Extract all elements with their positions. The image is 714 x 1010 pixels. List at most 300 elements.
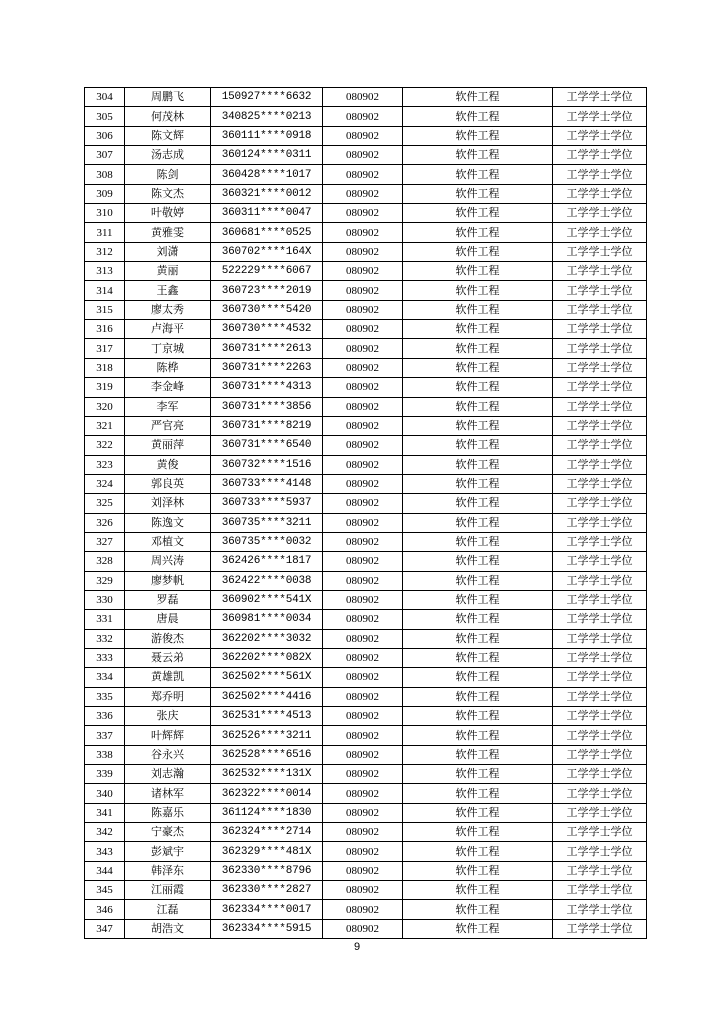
degree-cell: 工学学士学位 (553, 436, 647, 455)
id-number-cell: 362322****0014 (211, 784, 323, 803)
table-row (85, 707, 647, 726)
id-number-cell: 360731****4313 (211, 378, 323, 397)
row-number-cell: 325 (85, 494, 125, 513)
name-cell: 张庆 (125, 707, 211, 726)
major-code-cell: 080902 (323, 378, 403, 397)
name-cell: 唐晨 (125, 610, 211, 629)
major-name-cell: 软件工程 (403, 378, 553, 397)
name-cell: 陈桦 (125, 358, 211, 377)
major-name-cell: 软件工程 (403, 687, 553, 706)
id-number-cell: 360735****0032 (211, 532, 323, 551)
row-number-cell: 318 (85, 358, 125, 377)
major-name-cell: 软件工程 (403, 823, 553, 842)
major-code-cell: 080902 (323, 339, 403, 358)
degree-cell: 工学学士学位 (553, 88, 647, 107)
degree-cell: 工学学士学位 (553, 726, 647, 745)
major-name-cell: 软件工程 (403, 803, 553, 822)
major-code-cell: 080902 (323, 88, 403, 107)
id-number-cell: 360321****0012 (211, 184, 323, 203)
id-number-cell: 360731****6540 (211, 436, 323, 455)
major-code-cell: 080902 (323, 765, 403, 784)
degree-cell: 工学学士学位 (553, 126, 647, 145)
name-cell: 陈剑 (125, 165, 211, 184)
table-row (85, 687, 647, 706)
major-code-cell: 080902 (323, 571, 403, 590)
id-number-cell: 362334****5915 (211, 919, 323, 938)
row-number-cell: 344 (85, 861, 125, 880)
table-row (85, 590, 647, 609)
degree-cell: 工学学士学位 (553, 532, 647, 551)
major-code-cell: 080902 (323, 184, 403, 203)
id-number-cell: 360731****8219 (211, 416, 323, 435)
name-cell: 黄丽萍 (125, 436, 211, 455)
major-code-cell: 080902 (323, 823, 403, 842)
major-code-cell: 080902 (323, 126, 403, 145)
degree-cell: 工学学士学位 (553, 745, 647, 764)
name-cell: 何茂林 (125, 107, 211, 126)
degree-cell: 工学学士学位 (553, 823, 647, 842)
table-row (85, 552, 647, 571)
major-name-cell: 软件工程 (403, 532, 553, 551)
degree-cell: 工学学士学位 (553, 919, 647, 938)
id-number-cell: 362502****4416 (211, 687, 323, 706)
major-code-cell: 080902 (323, 803, 403, 822)
name-cell: 叶敬婷 (125, 204, 211, 223)
major-code-cell: 080902 (323, 397, 403, 416)
degree-cell: 工学学士学位 (553, 668, 647, 687)
id-number-cell: 362502****561X (211, 668, 323, 687)
row-number-cell: 329 (85, 571, 125, 590)
name-cell: 江磊 (125, 900, 211, 919)
row-number-cell: 346 (85, 900, 125, 919)
major-name-cell: 软件工程 (403, 648, 553, 667)
major-name-cell: 软件工程 (403, 300, 553, 319)
id-number-cell: 360733****5937 (211, 494, 323, 513)
degree-cell: 工学学士学位 (553, 358, 647, 377)
degree-list-table (84, 87, 647, 939)
major-name-cell: 软件工程 (403, 474, 553, 493)
id-number-cell: 360902****541X (211, 590, 323, 609)
page-number: 9 (353, 941, 361, 953)
id-number-cell: 362330****8796 (211, 861, 323, 880)
name-cell: 汤志成 (125, 146, 211, 165)
major-code-cell: 080902 (323, 668, 403, 687)
major-name-cell: 软件工程 (403, 146, 553, 165)
major-name-cell: 软件工程 (403, 339, 553, 358)
id-number-cell: 360124****0311 (211, 146, 323, 165)
degree-cell: 工学学士学位 (553, 687, 647, 706)
row-number-cell: 332 (85, 629, 125, 648)
table-row (85, 629, 647, 648)
row-number-cell: 327 (85, 532, 125, 551)
table-row (85, 339, 647, 358)
row-number-cell: 308 (85, 165, 125, 184)
major-name-cell: 软件工程 (403, 668, 553, 687)
degree-cell: 工学学士学位 (553, 552, 647, 571)
row-number-cell: 315 (85, 300, 125, 319)
major-name-cell: 软件工程 (403, 358, 553, 377)
row-number-cell: 314 (85, 281, 125, 300)
major-code-cell: 080902 (323, 745, 403, 764)
degree-cell: 工学学士学位 (553, 242, 647, 261)
id-number-cell: 360723****2019 (211, 281, 323, 300)
table-row (85, 610, 647, 629)
major-code-cell: 080902 (323, 726, 403, 745)
row-number-cell: 313 (85, 262, 125, 281)
major-name-cell: 软件工程 (403, 784, 553, 803)
major-name-cell: 软件工程 (403, 707, 553, 726)
id-number-cell: 362531****4513 (211, 707, 323, 726)
id-number-cell: 362528****6516 (211, 745, 323, 764)
row-number-cell: 307 (85, 146, 125, 165)
table-row (85, 146, 647, 165)
major-name-cell: 软件工程 (403, 726, 553, 745)
major-code-cell: 080902 (323, 610, 403, 629)
major-code-cell: 080902 (323, 513, 403, 532)
name-cell: 谷永兴 (125, 745, 211, 764)
degree-cell: 工学学士学位 (553, 416, 647, 435)
row-number-cell: 309 (85, 184, 125, 203)
name-cell: 江丽霞 (125, 881, 211, 900)
name-cell: 陈文辉 (125, 126, 211, 145)
table-row (85, 842, 647, 861)
id-number-cell: 362202****3032 (211, 629, 323, 648)
row-number-cell: 335 (85, 687, 125, 706)
major-code-cell: 080902 (323, 242, 403, 261)
name-cell: 刘志瀚 (125, 765, 211, 784)
degree-cell: 工学学士学位 (553, 513, 647, 532)
row-number-cell: 331 (85, 610, 125, 629)
major-code-cell: 080902 (323, 455, 403, 474)
name-cell: 刘泽林 (125, 494, 211, 513)
name-cell: 邓植文 (125, 532, 211, 551)
major-name-cell: 软件工程 (403, 436, 553, 455)
name-cell: 李军 (125, 397, 211, 416)
major-name-cell: 软件工程 (403, 416, 553, 435)
id-number-cell: 360311****0047 (211, 204, 323, 223)
row-number-cell: 323 (85, 455, 125, 474)
degree-cell: 工学学士学位 (553, 803, 647, 822)
table-row (85, 107, 647, 126)
major-name-cell: 软件工程 (403, 861, 553, 880)
id-number-cell: 522229****6067 (211, 262, 323, 281)
name-cell: 诸林军 (125, 784, 211, 803)
degree-cell: 工学学士学位 (553, 571, 647, 590)
id-number-cell: 362532****131X (211, 765, 323, 784)
table-row (85, 803, 647, 822)
major-name-cell: 软件工程 (403, 842, 553, 861)
degree-cell: 工学学士学位 (553, 320, 647, 339)
name-cell: 罗磊 (125, 590, 211, 609)
degree-cell: 工学学士学位 (553, 765, 647, 784)
major-code-cell: 080902 (323, 281, 403, 300)
row-number-cell: 321 (85, 416, 125, 435)
id-number-cell: 360731****2613 (211, 339, 323, 358)
id-number-cell: 360111****0918 (211, 126, 323, 145)
row-number-cell: 330 (85, 590, 125, 609)
table-row (85, 494, 647, 513)
row-number-cell: 342 (85, 823, 125, 842)
table-row (85, 648, 647, 667)
major-name-cell: 软件工程 (403, 765, 553, 784)
major-code-cell: 080902 (323, 146, 403, 165)
id-number-cell: 360702****164X (211, 242, 323, 261)
id-number-cell: 362202****082X (211, 648, 323, 667)
row-number-cell: 306 (85, 126, 125, 145)
table-row (85, 919, 647, 938)
major-name-cell: 软件工程 (403, 281, 553, 300)
id-number-cell: 360730****5420 (211, 300, 323, 319)
name-cell: 陈逸文 (125, 513, 211, 532)
major-code-cell: 080902 (323, 881, 403, 900)
degree-cell: 工学学士学位 (553, 494, 647, 513)
major-name-cell: 软件工程 (403, 900, 553, 919)
major-name-cell: 软件工程 (403, 204, 553, 223)
degree-cell: 工学学士学位 (553, 590, 647, 609)
name-cell: 周鹏飞 (125, 88, 211, 107)
id-number-cell: 340825****0213 (211, 107, 323, 126)
degree-cell: 工学学士学位 (553, 784, 647, 803)
id-number-cell: 360731****3856 (211, 397, 323, 416)
degree-cell: 工学学士学位 (553, 861, 647, 880)
major-name-cell: 软件工程 (403, 494, 553, 513)
id-number-cell: 360733****4148 (211, 474, 323, 493)
id-number-cell: 360732****1516 (211, 455, 323, 474)
name-cell: 游俊杰 (125, 629, 211, 648)
row-number-cell: 328 (85, 552, 125, 571)
major-name-cell: 软件工程 (403, 184, 553, 203)
row-number-cell: 343 (85, 842, 125, 861)
major-code-cell: 080902 (323, 262, 403, 281)
name-cell: 丁京城 (125, 339, 211, 358)
degree-cell: 工学学士学位 (553, 223, 647, 242)
table-row (85, 223, 647, 242)
id-number-cell: 360731****2263 (211, 358, 323, 377)
major-code-cell: 080902 (323, 900, 403, 919)
major-name-cell: 软件工程 (403, 513, 553, 532)
name-cell: 严官亮 (125, 416, 211, 435)
table-row (85, 281, 647, 300)
id-number-cell: 360681****0525 (211, 223, 323, 242)
name-cell: 廖太秀 (125, 300, 211, 319)
row-number-cell: 337 (85, 726, 125, 745)
row-number-cell: 311 (85, 223, 125, 242)
major-name-cell: 软件工程 (403, 745, 553, 764)
major-code-cell: 080902 (323, 919, 403, 938)
name-cell: 陈嘉乐 (125, 803, 211, 822)
id-number-cell: 360428****1017 (211, 165, 323, 184)
major-name-cell: 软件工程 (403, 881, 553, 900)
table-row (85, 532, 647, 551)
name-cell: 王鑫 (125, 281, 211, 300)
table-row (85, 881, 647, 900)
name-cell: 黄雄凯 (125, 668, 211, 687)
major-code-cell: 080902 (323, 494, 403, 513)
row-number-cell: 317 (85, 339, 125, 358)
name-cell: 黄丽 (125, 262, 211, 281)
degree-cell: 工学学士学位 (553, 648, 647, 667)
table-row (85, 784, 647, 803)
table-row (85, 358, 647, 377)
table-row (85, 823, 647, 842)
name-cell: 黄雅雯 (125, 223, 211, 242)
name-cell: 黄俊 (125, 455, 211, 474)
degree-cell: 工学学士学位 (553, 881, 647, 900)
name-cell: 郑乔明 (125, 687, 211, 706)
major-code-cell: 080902 (323, 784, 403, 803)
degree-cell: 工学学士学位 (553, 339, 647, 358)
name-cell: 胡浩文 (125, 919, 211, 938)
row-number-cell: 319 (85, 378, 125, 397)
major-code-cell: 080902 (323, 590, 403, 609)
table-row (85, 513, 647, 532)
table-row (85, 571, 647, 590)
table-row (85, 474, 647, 493)
degree-cell: 工学学士学位 (553, 610, 647, 629)
major-name-cell: 软件工程 (403, 88, 553, 107)
table-row (85, 204, 647, 223)
degree-cell: 工学学士学位 (553, 184, 647, 203)
name-cell: 宁豪杰 (125, 823, 211, 842)
table-row (85, 165, 647, 184)
major-name-cell: 软件工程 (403, 223, 553, 242)
major-code-cell: 080902 (323, 358, 403, 377)
table-row (85, 726, 647, 745)
name-cell: 彭斌宇 (125, 842, 211, 861)
id-number-cell: 150927****6632 (211, 88, 323, 107)
table-row (85, 436, 647, 455)
table-row (85, 765, 647, 784)
table-row (85, 378, 647, 397)
major-name-cell: 软件工程 (403, 242, 553, 261)
degree-cell: 工学学士学位 (553, 455, 647, 474)
major-name-cell: 软件工程 (403, 629, 553, 648)
row-number-cell: 312 (85, 242, 125, 261)
name-cell: 卢海平 (125, 320, 211, 339)
id-number-cell: 360730****4532 (211, 320, 323, 339)
degree-cell: 工学学士学位 (553, 107, 647, 126)
row-number-cell: 316 (85, 320, 125, 339)
degree-cell: 工学学士学位 (553, 204, 647, 223)
major-name-cell: 软件工程 (403, 552, 553, 571)
major-name-cell: 软件工程 (403, 590, 553, 609)
table-row (85, 126, 647, 145)
table-row (85, 320, 647, 339)
table-row (85, 455, 647, 474)
table-row (85, 397, 647, 416)
row-number-cell: 340 (85, 784, 125, 803)
row-number-cell: 326 (85, 513, 125, 532)
name-cell: 郭良英 (125, 474, 211, 493)
major-name-cell: 软件工程 (403, 165, 553, 184)
major-name-cell: 软件工程 (403, 262, 553, 281)
major-code-cell: 080902 (323, 532, 403, 551)
major-code-cell: 080902 (323, 320, 403, 339)
major-code-cell: 080902 (323, 223, 403, 242)
table-row (85, 88, 647, 107)
row-number-cell: 324 (85, 474, 125, 493)
name-cell: 廖梦帆 (125, 571, 211, 590)
id-number-cell: 362526****3211 (211, 726, 323, 745)
id-number-cell: 362324****2714 (211, 823, 323, 842)
row-number-cell: 320 (85, 397, 125, 416)
degree-cell: 工学学士学位 (553, 629, 647, 648)
degree-cell: 工学学士学位 (553, 378, 647, 397)
row-number-cell: 338 (85, 745, 125, 764)
id-number-cell: 362334****0017 (211, 900, 323, 919)
major-code-cell: 080902 (323, 861, 403, 880)
id-number-cell: 360735****3211 (211, 513, 323, 532)
table-row (85, 900, 647, 919)
major-code-cell: 080902 (323, 552, 403, 571)
degree-cell: 工学学士学位 (553, 397, 647, 416)
major-code-cell: 080902 (323, 474, 403, 493)
table-row (85, 745, 647, 764)
degree-cell: 工学学士学位 (553, 474, 647, 493)
name-cell: 李金峰 (125, 378, 211, 397)
id-number-cell: 362329****481X (211, 842, 323, 861)
table-row (85, 668, 647, 687)
major-code-cell: 080902 (323, 416, 403, 435)
name-cell: 陈文杰 (125, 184, 211, 203)
degree-cell: 工学学士学位 (553, 281, 647, 300)
major-code-cell: 080902 (323, 165, 403, 184)
major-code-cell: 080902 (323, 687, 403, 706)
table-row (85, 300, 647, 319)
table-body (85, 88, 647, 939)
degree-cell: 工学学士学位 (553, 165, 647, 184)
major-name-cell: 软件工程 (403, 397, 553, 416)
id-number-cell: 360981****0034 (211, 610, 323, 629)
table-row (85, 262, 647, 281)
id-number-cell: 361124****1830 (211, 803, 323, 822)
row-number-cell: 334 (85, 668, 125, 687)
degree-cell: 工学学士学位 (553, 900, 647, 919)
row-number-cell: 345 (85, 881, 125, 900)
major-code-cell: 080902 (323, 707, 403, 726)
major-code-cell: 080902 (323, 648, 403, 667)
degree-cell: 工学学士学位 (553, 146, 647, 165)
row-number-cell: 310 (85, 204, 125, 223)
table-row (85, 184, 647, 203)
name-cell: 韩泽东 (125, 861, 211, 880)
table-row (85, 242, 647, 261)
row-number-cell: 341 (85, 803, 125, 822)
major-code-cell: 080902 (323, 436, 403, 455)
name-cell: 刘潇 (125, 242, 211, 261)
major-name-cell: 软件工程 (403, 320, 553, 339)
major-name-cell: 软件工程 (403, 919, 553, 938)
id-number-cell: 362426****1817 (211, 552, 323, 571)
major-code-cell: 080902 (323, 107, 403, 126)
id-number-cell: 362330****2827 (211, 881, 323, 900)
major-code-cell: 080902 (323, 204, 403, 223)
degree-cell: 工学学士学位 (553, 262, 647, 281)
major-code-cell: 080902 (323, 842, 403, 861)
degree-cell: 工学学士学位 (553, 300, 647, 319)
major-name-cell: 软件工程 (403, 455, 553, 474)
table-row (85, 416, 647, 435)
row-number-cell: 322 (85, 436, 125, 455)
degree-cell: 工学学士学位 (553, 707, 647, 726)
name-cell: 聂云弟 (125, 648, 211, 667)
major-code-cell: 080902 (323, 300, 403, 319)
id-number-cell: 362422****0038 (211, 571, 323, 590)
name-cell: 叶辉辉 (125, 726, 211, 745)
major-code-cell: 080902 (323, 629, 403, 648)
major-name-cell: 软件工程 (403, 571, 553, 590)
table-row (85, 861, 647, 880)
